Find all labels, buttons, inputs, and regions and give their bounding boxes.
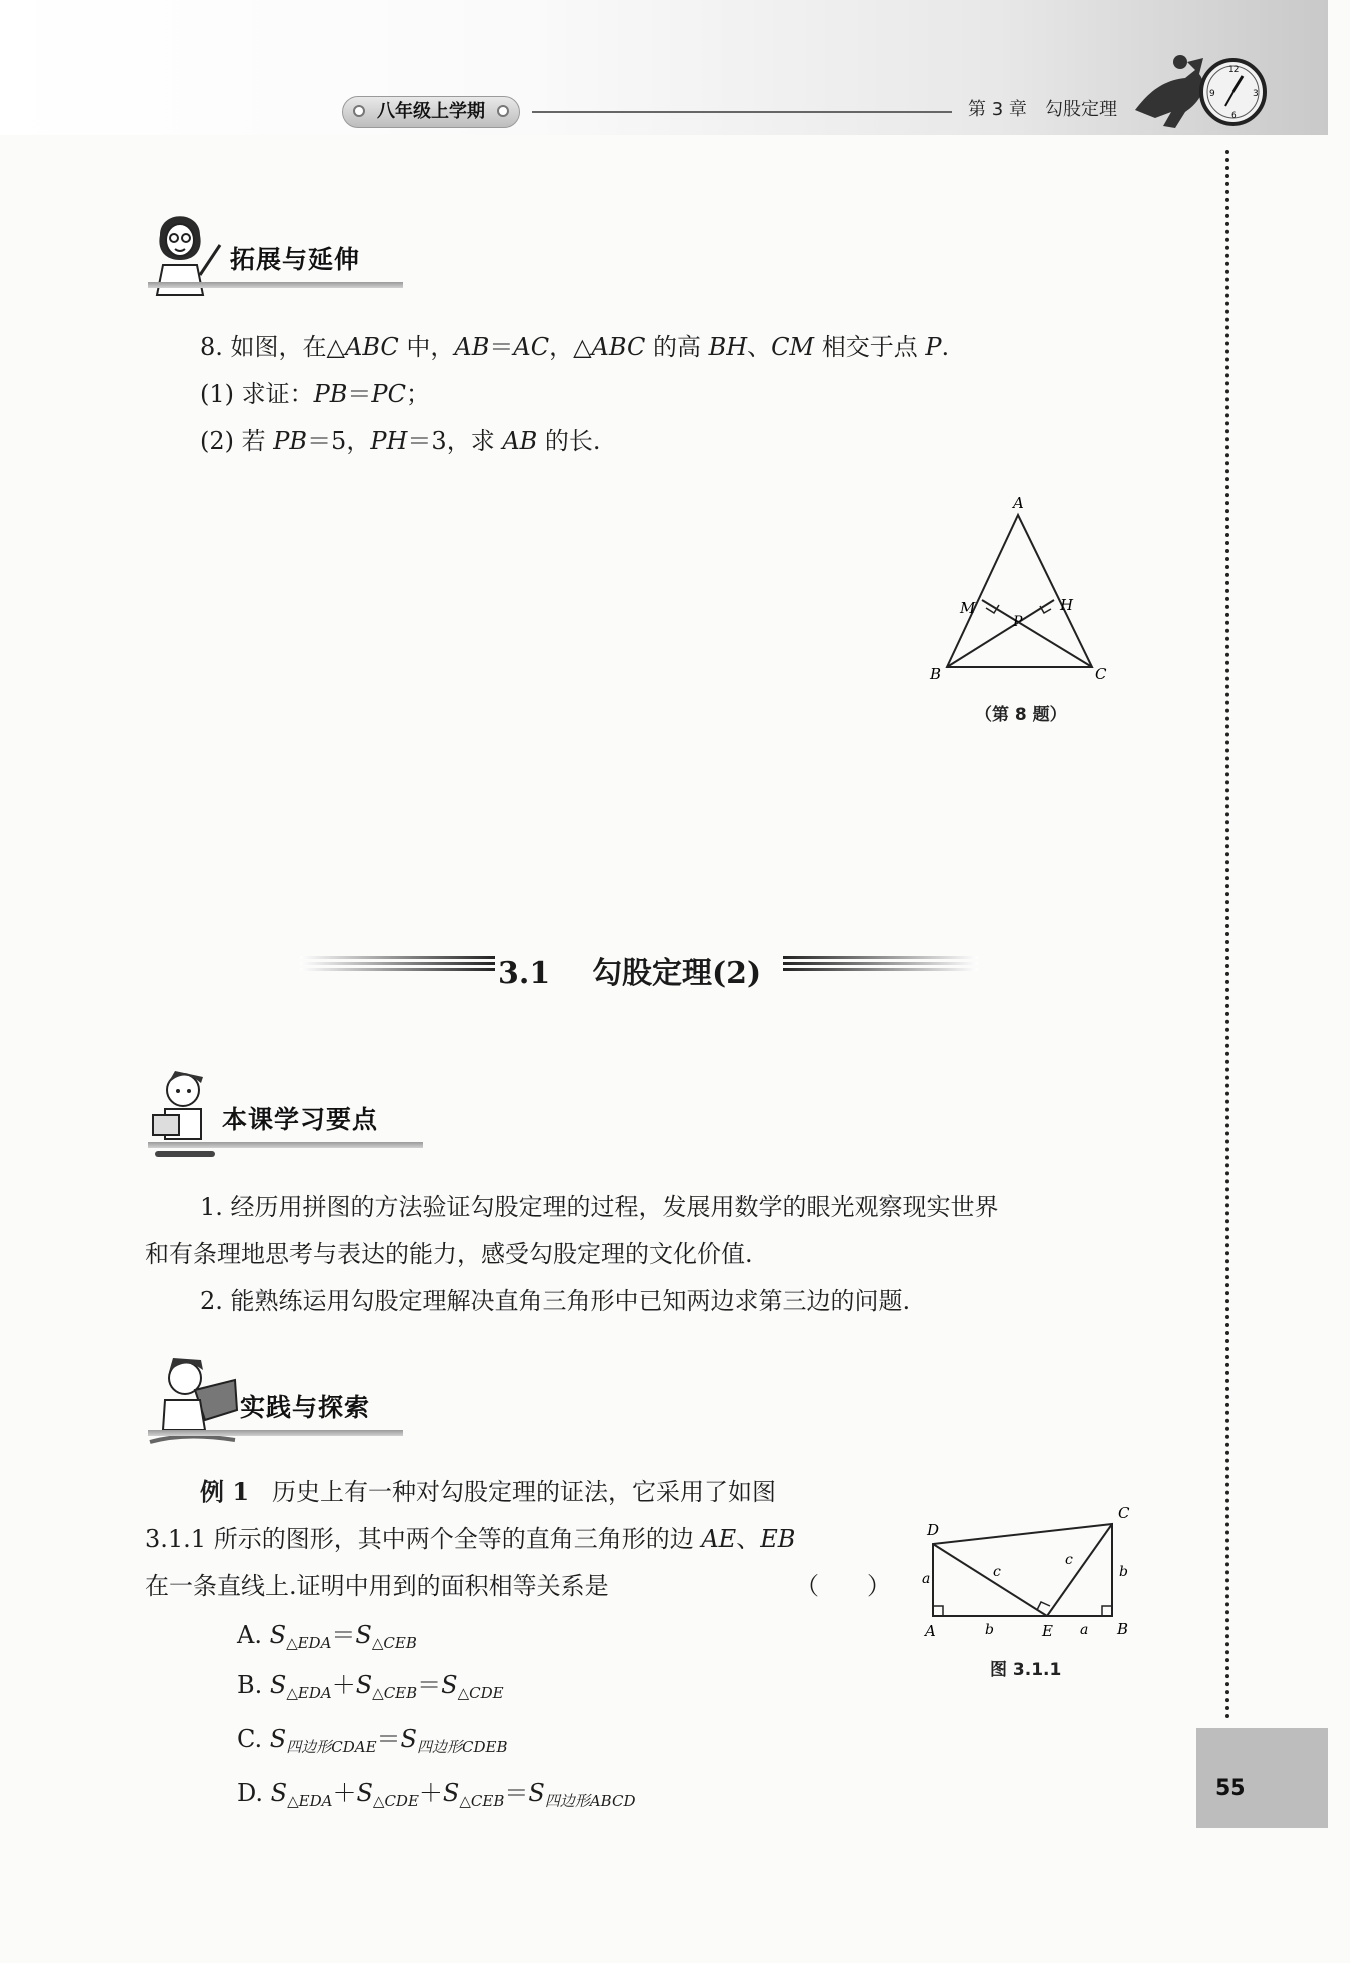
heading-stripes-right xyxy=(783,954,978,976)
margin-dotted-rule xyxy=(1225,150,1237,1720)
problem-8-stem xyxy=(200,330,949,364)
grade-label: 八年级上学期 xyxy=(377,101,485,122)
text-run: ＝ xyxy=(347,380,372,408)
math-run: BH xyxy=(708,333,748,361)
teacher-mascot-icon xyxy=(145,205,225,305)
vertex-label-b: B xyxy=(930,665,942,683)
text-run: ＝ xyxy=(489,333,514,361)
math-subscript: △CDE xyxy=(457,1684,504,1702)
option-b[interactable] xyxy=(237,1668,504,1710)
math-run: S xyxy=(356,1779,373,1807)
vertex-label-a: A xyxy=(1013,494,1024,512)
math-subscript: △CDE xyxy=(372,1792,419,1810)
figure-3-1-1-caption: 图 3.1.1 xyxy=(990,1660,1062,1680)
math-run: ABC xyxy=(344,333,399,361)
math-run: CM xyxy=(771,333,815,361)
chapter-number: 第 3 章 xyxy=(968,99,1027,120)
math-run: S xyxy=(442,1779,460,1807)
svg-text:3: 3 xyxy=(1253,89,1259,99)
math-run: S xyxy=(355,1621,372,1649)
chapter-title: 勾股定理 xyxy=(1045,99,1117,120)
text-run: ＝5， xyxy=(307,427,371,455)
math-run: S xyxy=(269,1725,287,1753)
text-run: 的高 xyxy=(645,333,709,361)
math-subscript: 四边形CDEB xyxy=(416,1738,508,1756)
math-run: PB xyxy=(273,427,308,455)
point-label-h: H xyxy=(1060,596,1074,614)
math-run: PB xyxy=(313,380,348,408)
example-label: 例 1 xyxy=(200,1477,250,1506)
text-run: (2) 若 xyxy=(200,427,274,455)
option-letter: B. xyxy=(237,1671,263,1699)
student-reading-icon xyxy=(145,1065,225,1165)
key-point-1-line-1: 1. 经历用拼图的方法验证勾股定理的过程，发展用数学的眼光观察现实世界 xyxy=(200,1193,999,1221)
vertex-label-d: D xyxy=(927,1521,940,1539)
header-rule xyxy=(532,111,952,113)
text-run: 8. 如图，在△ xyxy=(200,333,345,361)
side-label-b-bottom: b xyxy=(985,1622,994,1638)
example-1-line-1 xyxy=(200,1475,776,1509)
svg-text:12: 12 xyxy=(1228,65,1240,75)
option-letter: A. xyxy=(237,1621,262,1649)
right-angle-mark-b xyxy=(1102,1606,1112,1616)
example-1-line-2 xyxy=(145,1522,795,1556)
example-1-line-3: 在一条直线上.证明中用到的面积相等关系是 xyxy=(145,1572,609,1600)
text-run: ＋ xyxy=(418,1779,443,1807)
right-angle-mark-e xyxy=(1037,1602,1050,1610)
math-subscript: △CEB xyxy=(459,1792,505,1810)
math-subscript: △EDA xyxy=(286,1684,332,1702)
segment-de xyxy=(933,1544,1047,1616)
section-title: 勾股定理(2) xyxy=(591,956,762,991)
math-run: AC xyxy=(513,333,550,361)
math-subscript: △EDA xyxy=(287,1792,333,1810)
side-label-b-right: b xyxy=(1119,1564,1128,1580)
runner-clock-icon xyxy=(1125,50,1270,135)
text-run: ＝ xyxy=(331,1621,356,1649)
math-run: EB xyxy=(760,1525,796,1553)
option-a[interactable] xyxy=(237,1618,417,1660)
text-run: ＋ xyxy=(331,1671,356,1699)
text-run: 、 xyxy=(736,1525,761,1553)
text-run: 历史上有一种对勾股定理的证法，它采用了如图 xyxy=(271,1478,776,1506)
math-run: PH xyxy=(370,427,408,455)
section-heading xyxy=(498,948,761,992)
math-subscript: △CEB xyxy=(372,1684,418,1702)
math-run: S xyxy=(355,1671,373,1699)
section-badge-key-points: 本课学习要点 xyxy=(222,1105,379,1134)
option-letter: D. xyxy=(237,1779,264,1807)
text-run: 的长. xyxy=(537,427,601,455)
triangle-figure-8 xyxy=(920,490,1120,690)
math-run: AE xyxy=(701,1525,737,1553)
math-subscript: △CEB xyxy=(371,1634,417,1652)
text-run: (1) 求证： xyxy=(200,380,314,408)
text-run: ； xyxy=(405,380,430,408)
math-subscript: △EDA xyxy=(286,1634,332,1652)
math-run: AB xyxy=(502,427,538,455)
vertex-label-b: B xyxy=(1117,1620,1129,1638)
text-run: . xyxy=(941,333,950,361)
vertex-label-c: C xyxy=(1095,665,1107,683)
math-run: S xyxy=(441,1671,458,1699)
section-badge-practice: 实践与探索 xyxy=(240,1393,371,1422)
heading-stripes-left xyxy=(300,954,495,976)
triangle-abc xyxy=(947,515,1092,667)
text-run: ＝3，求 xyxy=(407,427,503,455)
badge-underline xyxy=(148,282,403,288)
math-run: S xyxy=(400,1725,417,1753)
trapezoid-figure-3-1-1 xyxy=(915,1490,1145,1640)
math-run: S xyxy=(270,1779,288,1807)
option-c[interactable] xyxy=(237,1722,507,1764)
math-run: AB xyxy=(454,333,490,361)
text-run: 相交于点 xyxy=(814,333,926,361)
badge-underline xyxy=(148,1430,403,1436)
trapezoid-abcd xyxy=(933,1524,1112,1616)
side-label-a-left: a xyxy=(922,1571,931,1587)
option-d[interactable] xyxy=(237,1776,635,1818)
math-run: P xyxy=(925,333,942,361)
section-number: 3.1 xyxy=(498,956,551,991)
math-run: S xyxy=(269,1621,287,1649)
text-run: ＋ xyxy=(332,1779,357,1807)
section-badge-extend: 拓展与延伸 xyxy=(230,245,361,274)
key-point-1-line-2: 和有条理地思考与表达的能力，感受勾股定理的文化价值. xyxy=(145,1240,753,1268)
answer-blank[interactable]: （ ） xyxy=(795,1572,891,1600)
vertex-label-a: A xyxy=(925,1622,936,1640)
math-run: S xyxy=(528,1779,545,1807)
figure-8-caption: （第 8 题） xyxy=(975,705,1067,725)
side-label-c-ec: c xyxy=(1065,1552,1073,1568)
math-run: PC xyxy=(371,380,406,408)
point-label-m: M xyxy=(960,599,976,617)
side-label-c-de: c xyxy=(993,1564,1001,1580)
math-subscript: 四边形CDAE xyxy=(286,1738,377,1756)
text-run: 中， xyxy=(398,333,455,361)
math-subscript: 四边形ABCD xyxy=(544,1792,636,1810)
point-label-e: E xyxy=(1042,1622,1053,1640)
problem-8-part-2 xyxy=(200,424,601,458)
segment-ec xyxy=(1047,1524,1112,1616)
text-run: ，△ xyxy=(549,333,592,361)
problem-8-part-1 xyxy=(200,377,430,411)
point-label-p: P xyxy=(1013,614,1023,630)
side-label-a-bottom: a xyxy=(1080,1622,1089,1638)
grade-badge xyxy=(342,96,520,128)
math-run: S xyxy=(269,1671,287,1699)
pill-dot-left xyxy=(353,105,365,117)
right-angle-mark-a xyxy=(933,1606,943,1616)
math-run: ABC xyxy=(591,333,646,361)
key-point-2: 2. 能熟练运用勾股定理解决直角三角形中已知两边求第三边的问题. xyxy=(200,1287,911,1315)
badge-underline xyxy=(148,1142,423,1148)
option-letter: C. xyxy=(237,1725,263,1753)
svg-text:9: 9 xyxy=(1209,89,1215,99)
page-number: 55 xyxy=(1215,1776,1246,1801)
text-run: ＝ xyxy=(417,1671,442,1699)
text-run: ＝ xyxy=(376,1725,401,1753)
text-run: 3.1.1 所示的图形，其中两个全等的直角三角形的边 xyxy=(145,1525,702,1553)
pill-dot-right xyxy=(497,105,509,117)
text-run: ＝ xyxy=(504,1779,529,1807)
svg-text:6: 6 xyxy=(1231,111,1237,121)
text-run: 、 xyxy=(747,333,772,361)
vertex-label-c: C xyxy=(1118,1504,1130,1522)
